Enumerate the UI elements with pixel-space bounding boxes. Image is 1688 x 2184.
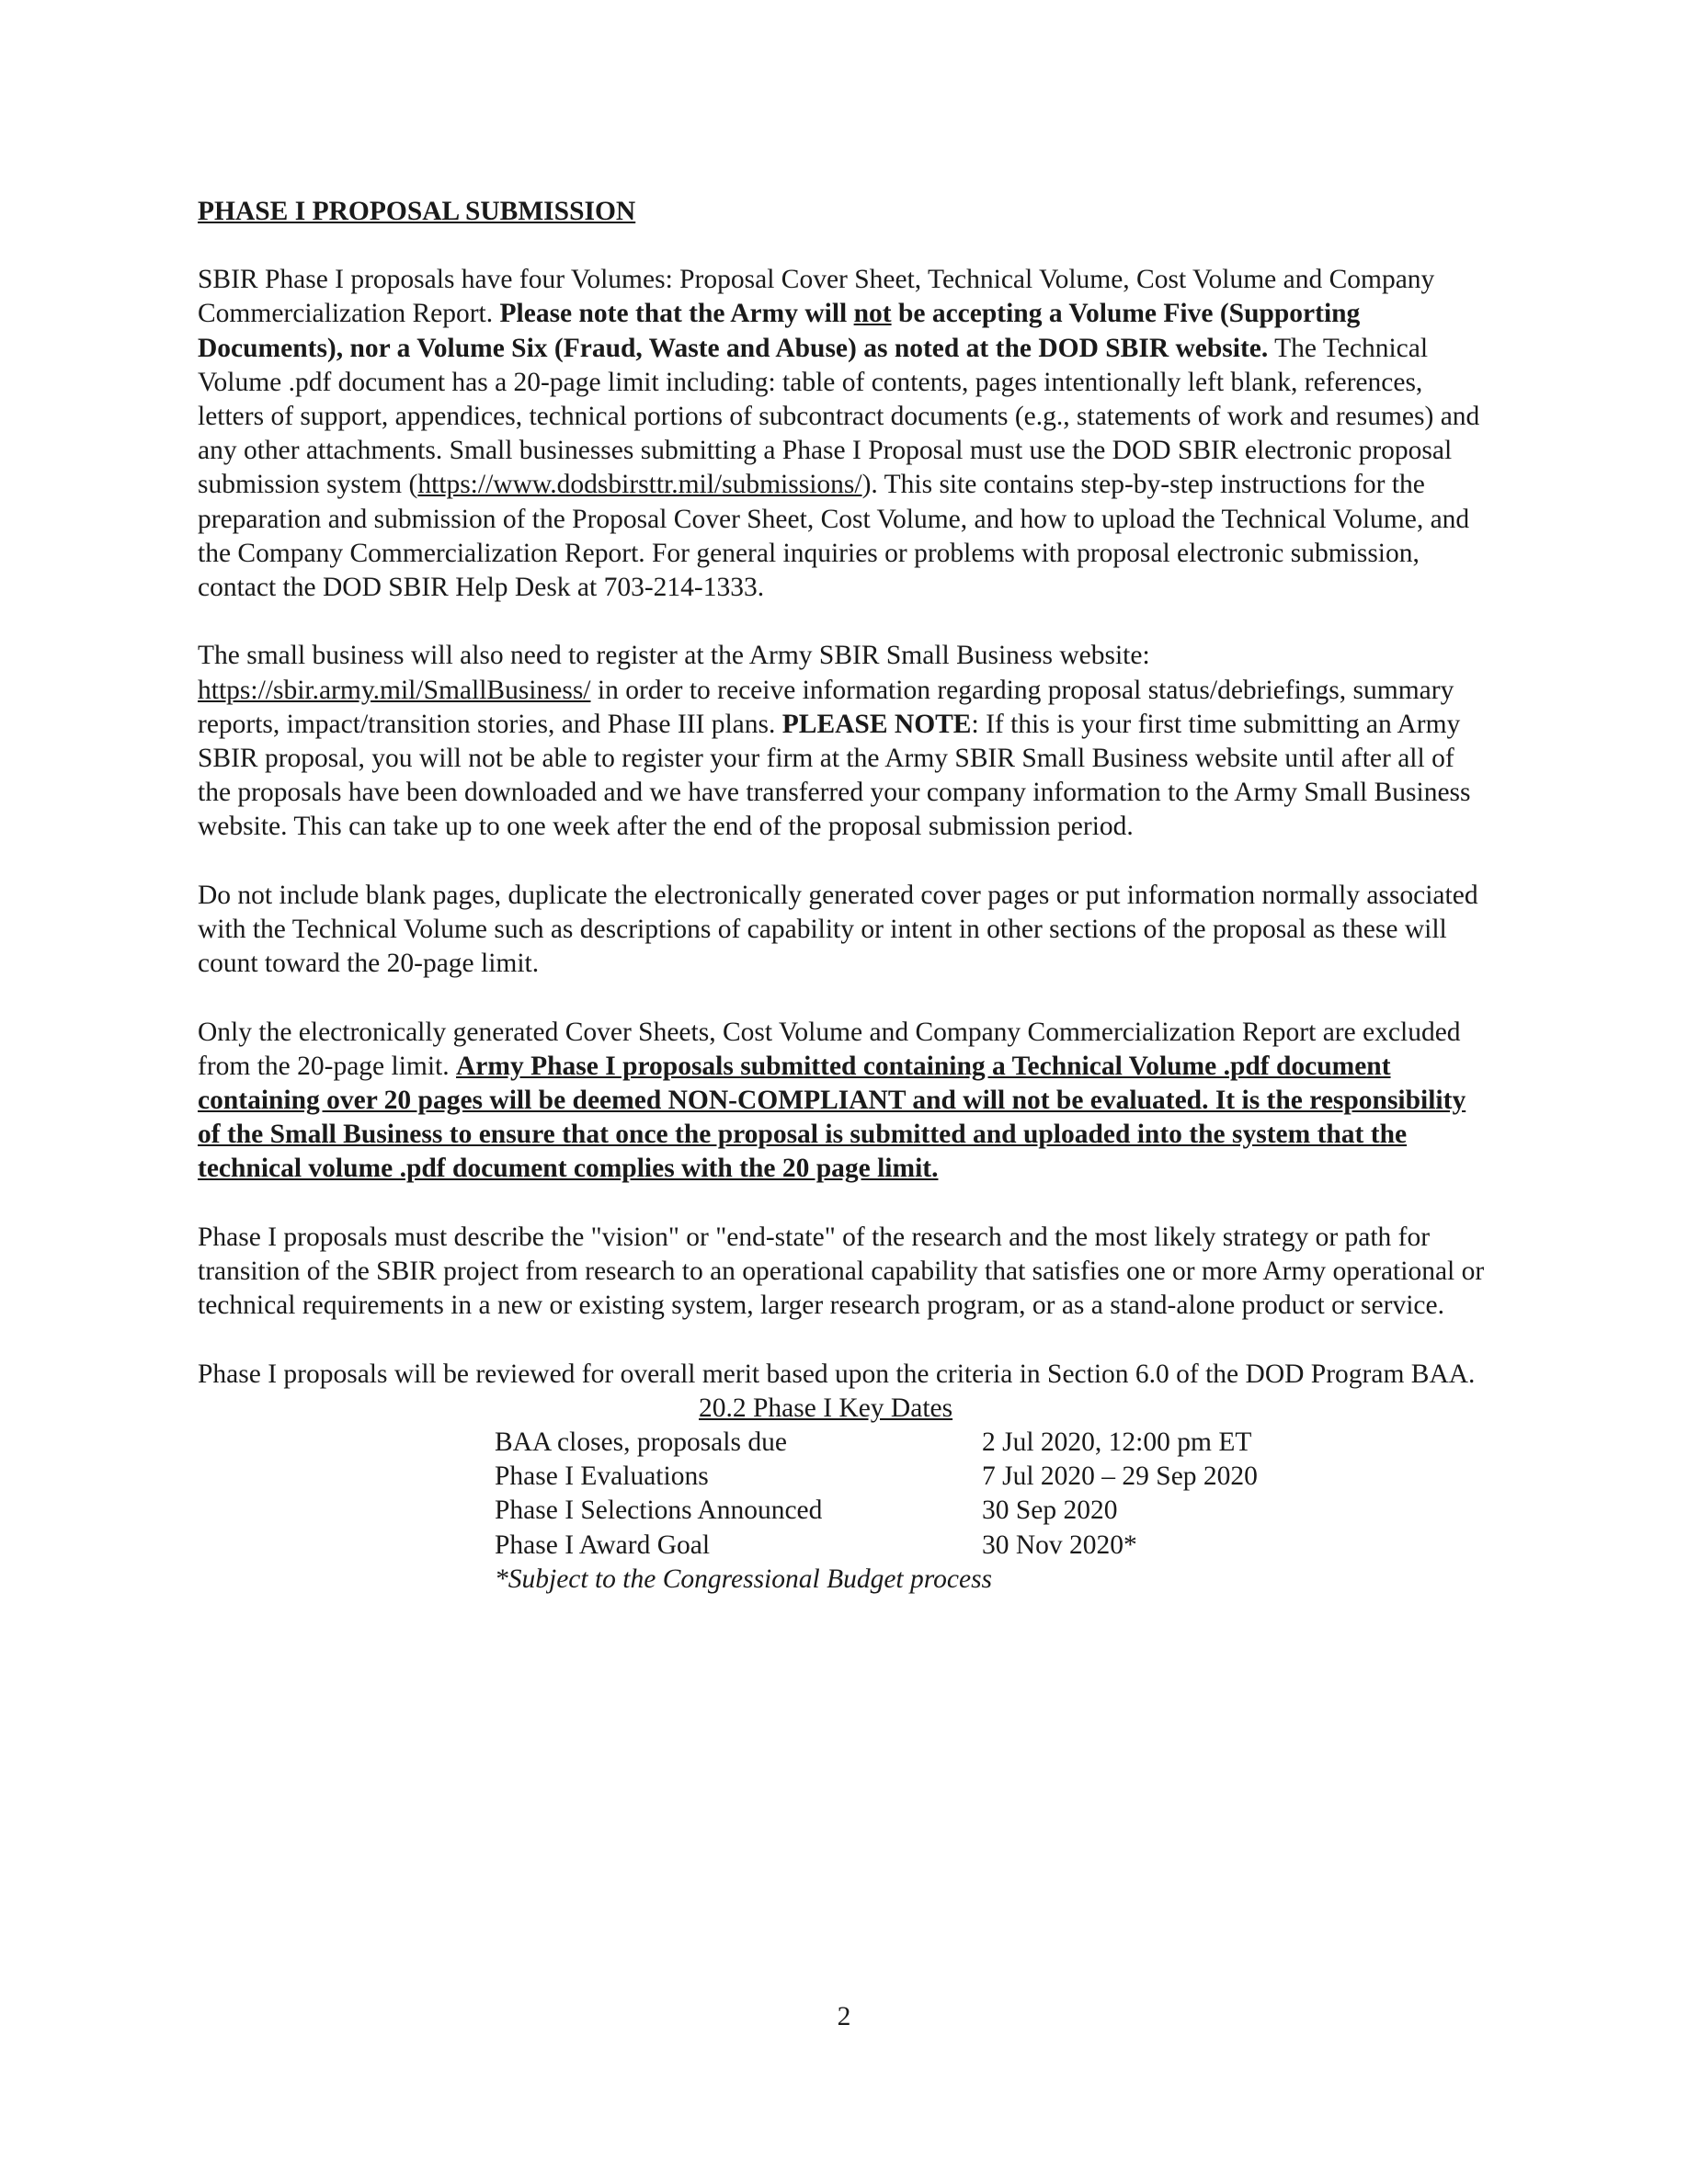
army-note-not: not (853, 299, 892, 329)
volumes-text: SBIR Phase I proposals have four Volumes: Proposal Cover Sheet, Technical Volume, Cost Volume and Company Commercialization Report. (198, 265, 1435, 329)
army-note-part1: Please note that the Army will (499, 299, 854, 329)
section-heading: PHASE I PROPOSAL SUBMISSION (198, 197, 636, 226)
registration-purpose-text: in order to receive information regarding proposal status/debriefings, summary reports, impact/transition stories, and Phase III plans. (198, 675, 1454, 739)
small-business-link[interactable]: https://sbir.army.mil/SmallBusiness/ (198, 675, 591, 705)
paragraph-volumes (198, 263, 1485, 605)
key-date-label: Phase I Evaluations (495, 1462, 709, 1492)
key-date-value: 30 Nov 2020* (982, 1530, 1137, 1560)
non-compliant-warning: Army Phase I proposals submitted containing a Technical Volume .pdf document containing over 20 pages will be deemed NON-COMPLIANT and will not be evaluated. It is the responsibility of the Small Business to ensure that once the proposal is submitted and uploaded into the system that the technical volume .pdf document complies with the 20 page limit. (198, 1051, 1466, 1184)
key-date-label: Phase I Selections Announced (495, 1496, 823, 1526)
key-dates-footnote: *Subject to the Congressional Budget process (495, 1564, 993, 1594)
paragraph-page-limit (198, 1016, 1485, 1187)
key-dates-table (495, 1392, 1485, 1597)
technical-volume-text: The Technical Volume .pdf document has a 20-page limit including: table of contents, pages intentionally left blank, references, letters of support, appendices, technical portions of subcontract documents (e.g., statements of work and resumes) and any other attachments. Small businesses submitting a Phase I Proposal must use the DOD SBIR electronic proposal submission system ( (198, 333, 1480, 500)
key-dates-row (495, 1529, 1485, 1563)
paragraph-review: Phase I proposals will be reviewed for overall merit based upon the criteria in Section 6.0 of the DOD Program BAA. (198, 1359, 1476, 1389)
key-dates-row (495, 1460, 1485, 1494)
key-date-value: 7 Jul 2020 – 29 Sep 2020 (982, 1462, 1258, 1492)
key-dates-title: 20.2 Phase I Key Dates (699, 1393, 953, 1423)
please-note-label: PLEASE NOTE (781, 709, 972, 739)
registration-note-text: : If this is your first time submitting an Army SBIR proposal, you will not be able to register your firm at the Army SBIR Small Business website until after all of the proposals have been downloaded and we have transferred your company information to the Army Small Business website. This can take up to one week after the end of the proposal submission period. (198, 709, 1471, 842)
key-date-value: 2 Jul 2020, 12:00 pm ET (982, 1428, 1252, 1458)
submissions-link[interactable]: https://www.dodsbirsttr.mil/submissions/ (417, 470, 862, 500)
instructions-text: ). This site contains step-by-step instructions for the preparation and submission of the Proposal Cover Sheet, Cost Volume, and how to upload the Technical Volume, and the Company Commercialization Report. For general inquiries or problems with proposal electronic submission, contact the DOD SBIR Help Desk at 703-214-1333. (198, 470, 1470, 603)
key-date-label: Phase I Award Goal (495, 1530, 711, 1560)
key-date-value: 30 Sep 2020 (982, 1496, 1118, 1526)
page-body (198, 195, 1485, 1597)
paragraph-registration (198, 639, 1485, 844)
key-dates-row (495, 1494, 1485, 1528)
paragraph-blank-pages: Do not include blank pages, duplicate the electronically generated cover pages or put information normally associated with the Technical Volume such as descriptions of capability or intent in other sections of the proposal as these will count toward the 20-page limit. (198, 880, 1478, 979)
exclusions-text: Only the electronically generated Cover Sheets, Cost Volume and Company Commercialization Report are excluded from the 20-page limit. (198, 1017, 1461, 1081)
paragraph-vision: Phase I proposals must describe the "vision" or "end-state" of the research and the most likely strategy or path for transition of the SBIR project from research to an operational capability that satisfies one or more Army operational or technical requirements in a new or existing system, larger research program, or as a stand-alone product or service. (198, 1222, 1485, 1321)
registration-text: The small business will also need to register at the Army SBIR Small Business website: (198, 641, 1150, 671)
page-number: 2 (837, 2002, 851, 2031)
army-note-part2: be accepting a Volume Five (Supporting Documents), nor a Volume Six (Fraud, Waste and Abuse) as noted at the DOD SBIR website. (198, 299, 1361, 363)
key-dates-row (495, 1426, 1485, 1460)
key-date-label: BAA closes, proposals due (495, 1428, 787, 1458)
